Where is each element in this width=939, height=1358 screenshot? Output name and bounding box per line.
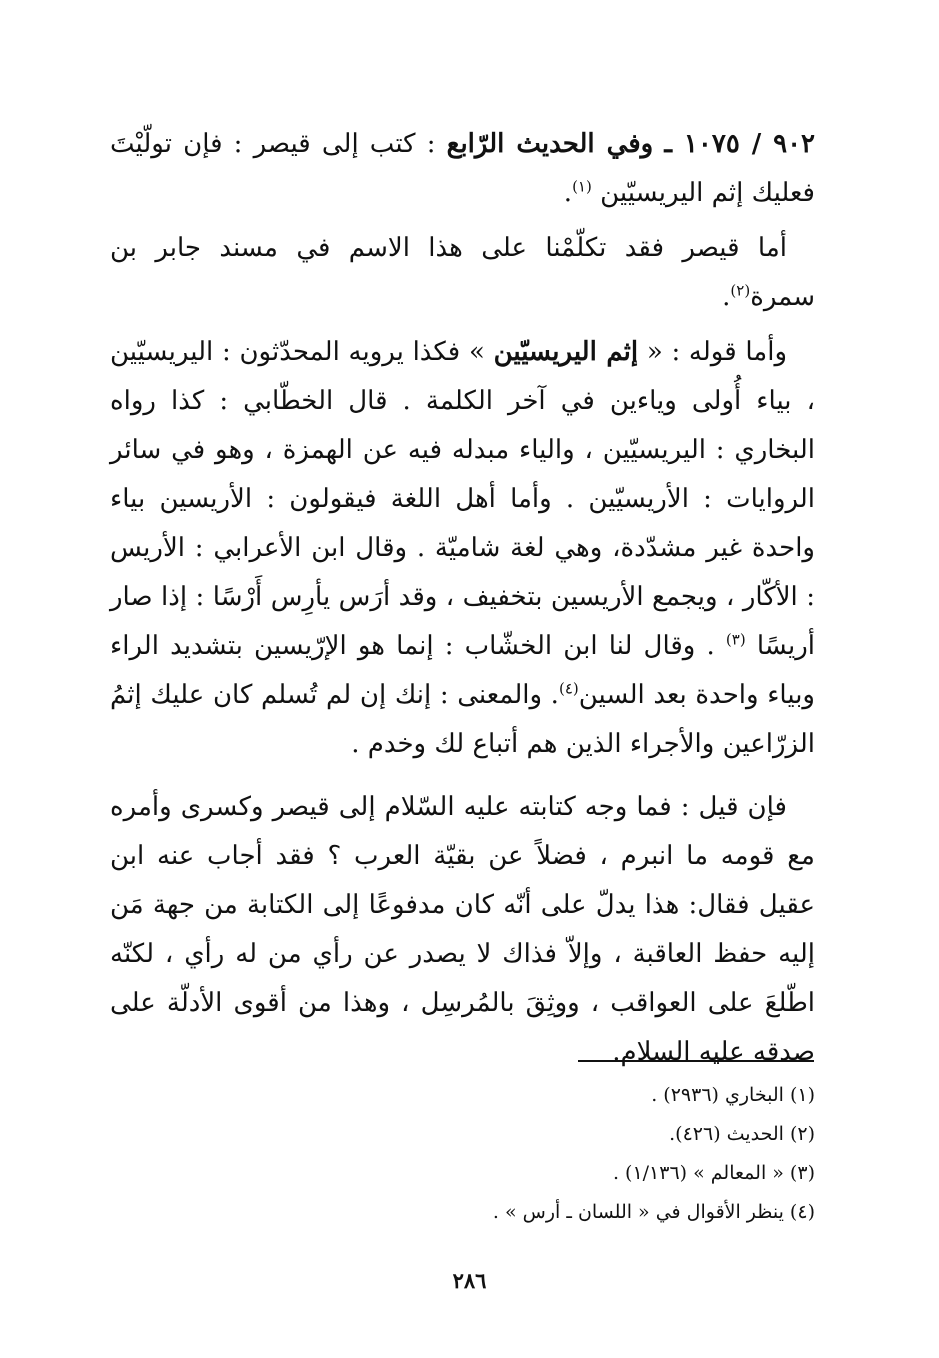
footnote-ref-4: (٤) <box>558 679 579 698</box>
heading-paragraph <box>110 120 815 218</box>
paragraph-2-text3: . والمعنى : إنك إن لم تُسلم كان عليك إثمُ الزرّاعين والأجراء الذين هم أتباع لك وخدم . <box>110 680 815 759</box>
paragraph-2-term: إثم اليريسيّين <box>493 337 639 367</box>
paragraph-1 <box>110 224 815 322</box>
footnote-4: (٤) ينظر الأقوال في « اللسان ـ أرس » . <box>492 1201 815 1223</box>
paragraph-2-text2: . وقال لنا ابن الخشّاب : إنما هو الإرّيسين بتشديد الراء وبياء واحدة بعد السين <box>110 631 815 710</box>
footnote-ref-2: (٢) <box>730 281 751 300</box>
paragraph-3-text: فإن قيل : فما وجه كتابته عليه السّلام إلى قيصر وكسرى وأمره مع قومه ما انبرم ، فضلاً عن بقيّة العرب ؟ فقد أجاب عنه ابن عقيل فقال: هذا يدلّ على أنّه كان مدفوعًا إلى الكتابة من جهة مَن إليه حفظ العاقبة ، وإلاّ فذاك لا يصدر عن رأي من له رأي ، لكنّه اطّلعَ على العواقب ، ووثِقَ بالمُرسِل ، وهذا من أقوى الأدلّة على صدقه عليه السلام. <box>110 792 815 1067</box>
paragraph-1-text: أما قيصر فقد تكلّمْنا على هذا الاسم في مسند جابر بن سمرة <box>110 233 815 312</box>
paragraph-2 <box>110 328 815 769</box>
main-text <box>110 120 815 1077</box>
paragraph-2-lead: وأما قوله : « <box>646 337 787 367</box>
footnote-1: (١) البخاري (٢٩٣٦) . <box>651 1084 815 1106</box>
hadith-text: : كتب إلى قيصر : فإن تولّيْتَ فعليك إثم اليريسيّين <box>110 129 815 208</box>
heading-end: . <box>563 178 573 208</box>
paragraph-2-text: » فكذا يرويه المحدّثون : اليريسيّين ، بياء أُولى وياءين في آخر الكلمة . قال الخطّابي : كذا رواه البخاري : اليريسيّين ، والياء مبدله فيه عن الهمزة ، وهو في سائر الروايات : الأريسيّين . وأما أهل اللغة فيقولون : الأريسين بياء واحدة غير مشدّدة، وهي لغة شاميّة . وقال ابن الأعرابي : الأريس : الأكّار ، ويجمع الأريسين بتخفيف ، وقد أرَس يأرِس أَرْسًا : إذا صار أريسًا <box>110 337 815 661</box>
footnote-separator <box>578 1060 814 1062</box>
footnote-3: (٣) « المعالم » (١/١٣٦) . <box>612 1162 815 1184</box>
footnote-2: (٢) الحديث (٤٢٦). <box>669 1123 815 1145</box>
footnotes <box>110 1076 815 1232</box>
hadith-title: وفي الحديث الرّابع <box>446 129 654 159</box>
footnote-ref-1: (١) <box>572 177 592 196</box>
footnote-ref-3: (٣) <box>725 630 746 649</box>
paragraph-3 <box>110 783 815 1077</box>
page-number: ٢٨٦ <box>452 1268 487 1293</box>
paragraph-1-end: . <box>722 282 731 312</box>
hadith-number: ٩٠٢ / ١٠٧٥ ـ <box>664 129 816 159</box>
